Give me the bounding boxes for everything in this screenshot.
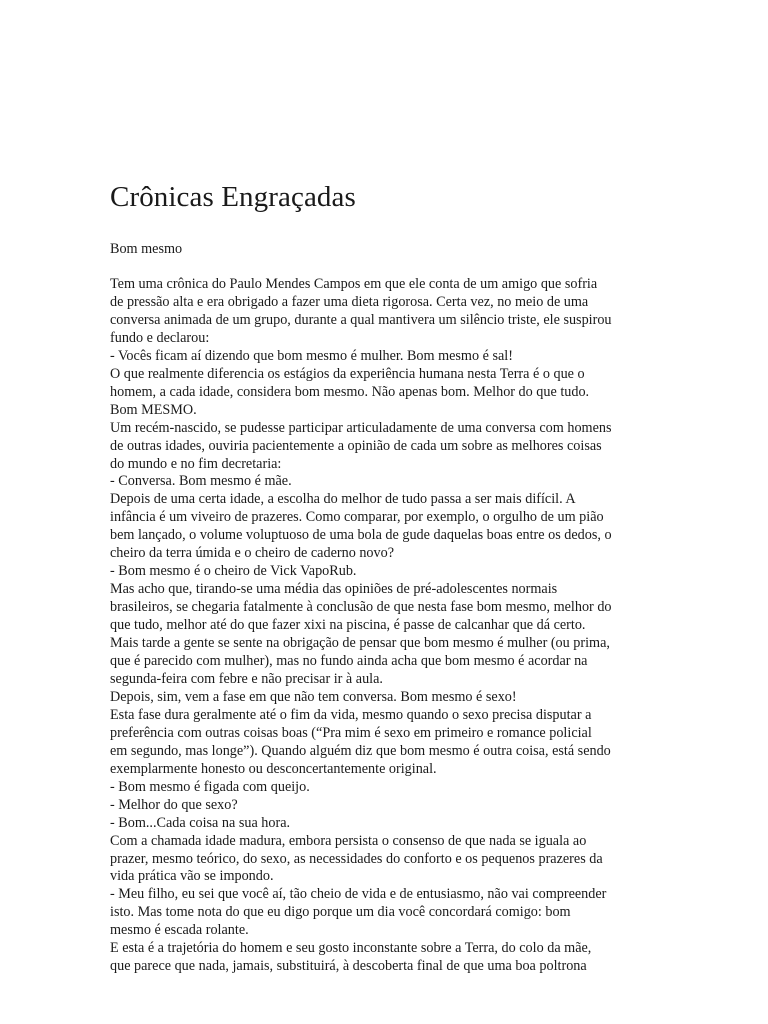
body-text-line: fundo e declarou: [110, 329, 210, 346]
body-text-line: Depois de uma certa idade, a escolha do melhor de tudo passa a ser mais difícil. A [110, 491, 576, 508]
body-text-line: exemplarmente honesto ou desconcertantemente original. [110, 760, 437, 777]
body-text-line: - Bom...Cada coisa na sua hora. [110, 814, 291, 831]
body-text-line: - Conversa. Bom mesmo é mãe. [110, 473, 292, 490]
document-page [110, 178, 670, 976]
body-text-line: Bom MESMO. [110, 401, 197, 418]
body-text-line: Um recém-nascido, se pudesse participar articuladamente de uma conversa com homens [110, 419, 612, 436]
body-text-line: infância é um viveiro de prazeres. Como comparar, por exemplo, o orgulho de um pião [110, 509, 604, 526]
body-text-line: - Vocês ficam aí dizendo que bom mesmo é mulher. Bom mesmo é sal! [110, 347, 513, 364]
body-text-line: que parece que nada, jamais, substituirá, à descoberta final de que uma boa poltrona [110, 958, 587, 975]
body-text-line: preferência com outras coisas boas (“Pra mim é sexo em primeiro e romance policial [110, 724, 592, 741]
body-text-line: cheiro da terra úmida e o cheiro de caderno novo? [110, 545, 395, 562]
document-body [110, 276, 670, 976]
body-text-line: - Meu filho, eu sei que você aí, tão cheio de vida e de entusiasmo, não vai compreender [110, 886, 607, 903]
document-subtitle: Bom mesmo [110, 241, 183, 257]
body-text-line: O que realmente diferencia os estágios da experiência humana nesta Terra é o que o [110, 365, 585, 382]
body-text-line: Com a chamada idade madura, embora persista o consenso de que nada se iguala ao [110, 832, 587, 849]
body-text-line: homem, a cada idade, considera bom mesmo. Não apenas bom. Melhor do que tudo. [110, 383, 590, 400]
body-text-line: que tudo, melhor até do que fazer xixi na piscina, é passe de calcanhar que dá certo. [110, 617, 586, 634]
body-text-line: isto. Mas tome nota do que eu digo porque um dia você concordará comigo: bom [110, 904, 571, 921]
body-text-line: brasileiros, se chegaria fatalmente à conclusão de que nesta fase bom mesmo, melhor do [110, 599, 612, 616]
body-text-line: bem lançado, o volume voluptuoso de uma bola de gude daquelas boas entre os dedos, o [110, 527, 612, 544]
body-text-line: E esta é a trajetória do homem e seu gosto inconstante sobre a Terra, do colo da mãe, [110, 940, 592, 957]
body-text-line: vida prática vão se impondo. [110, 868, 274, 885]
body-text-line: de outras idades, ouviria pacientemente a opinião de cada um sobre as melhores coisas [110, 437, 602, 454]
body-text-line: conversa animada de um grupo, durante a qual mantivera um silêncio triste, ele suspirou [110, 311, 612, 328]
body-text-line: prazer, mesmo teórico, do sexo, as necessidades do conforto e os pequenos prazeres da [110, 850, 603, 867]
body-text-line: do mundo e no fim decretaria: [110, 455, 282, 472]
body-text-line: - Bom mesmo é figada com queijo. [110, 778, 310, 795]
body-text-line: segunda-feira com febre e não precisar ir à aula. [110, 670, 383, 687]
document-title: Crônicas Engraçadas [110, 181, 356, 213]
body-text-line: Depois, sim, vem a fase em que não tem conversa. Bom mesmo é sexo! [110, 688, 517, 705]
body-text-line: em segundo, mas longe”). Quando alguém diz que bom mesmo é outra coisa, está sendo [110, 742, 611, 759]
body-text-line: Esta fase dura geralmente até o fim da vida, mesmo quando o sexo precisa disputar a [110, 706, 592, 723]
body-text-line: mesmo é escada rolante. [110, 922, 249, 939]
body-text-line: que é parecido com mulher), mas no fundo ainda acha que bom mesmo é acordar na [110, 653, 588, 670]
body-text-line: de pressão alta e era obrigado a fazer uma dieta rigorosa. Certa vez, no meio de uma [110, 293, 589, 310]
body-text-line: Tem uma crônica do Paulo Mendes Campos em que ele conta de um amigo que sofria [110, 276, 598, 292]
body-text-line: - Melhor do que sexo? [110, 796, 238, 813]
body-text-line: Mais tarde a gente se sente na obrigação de pensar que bom mesmo é mulher (ou prima, [110, 635, 610, 652]
body-text-line: - Bom mesmo é o cheiro de Vick VapoRub. [110, 563, 357, 580]
body-text-line: Mas acho que, tirando-se uma média das opiniões de pré-adolescentes normais [110, 581, 558, 598]
